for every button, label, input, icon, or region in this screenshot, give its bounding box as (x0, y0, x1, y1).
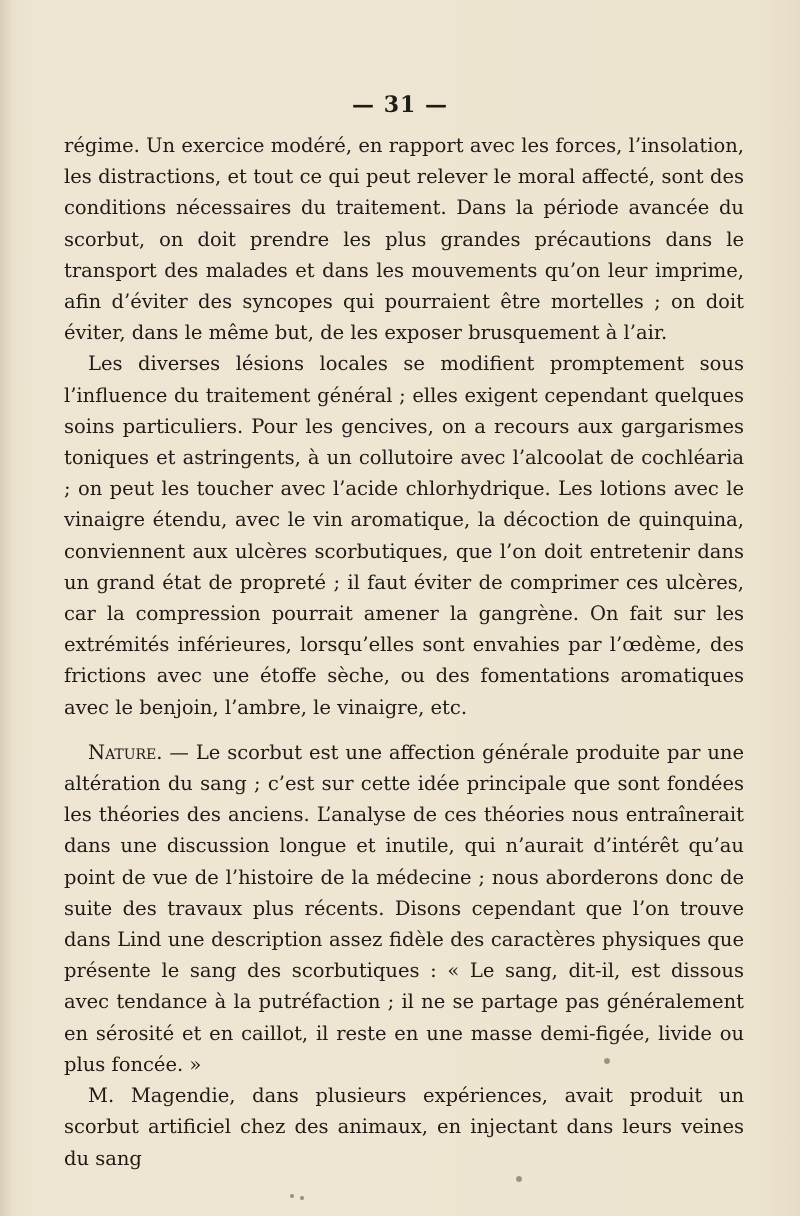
body-text (64, 130, 744, 1174)
paragraph-2: Les diverses lésions locales se modifient promptement sous l’influence du traitement général ; elles exigent cependant quelques soins particuliers. Pour les gencives, on a recours aux gargarismes toniques et astringents, à un collutoire avec l’alcoolat de cochléaria ; on peut les toucher avec l’acide chlorhydrique. Les lotions avec le vinaigre étendu, avec le vin aromatique, la décoction de quinquina, conviennent aux ulcères scorbutiques, que l’on doit entretenir dans un grand état de propreté ; il faut éviter de comprimer ces ulcères, car la compression pourrait amener la gangrène. On fait sur les extrémités inférieures, lorsqu’elles sont envahies par l’œdème, des frictions avec une étoffe sèche, ou des fomentations aromatiques avec le benjoin, l’ambre, le vinaigre, etc. (64, 352, 744, 719)
paragraph-nature-text: — Le scorbut est une affection générale produite par une altération du sang ; c’est sur cette idée principale que sont fondées les théories des anciens. L’analyse de ces théories nous entraînerait dans une discussion longue et inutile, qui n’aurait d’intérêt qu’au point de vue de l’histoire de la médecine ; nous aborderons donc de suite des travaux plus récents. Disons cependant que l’on trouve dans Lind une description assez fidèle des caractères physiques que présente le sang des scorbutiques : « Le sang, dit-il, est dissous avec tendance à la putréfaction ; il ne se partage pas généralement en sérosité et en caillot, il reste en une masse demi-figée, livide ou plus foncée. » (64, 740, 744, 1076)
paragraph-4: M. Magendie, dans plusieurs expériences, avait produit un scorbut artificiel chez des animaux, en injectant dans leurs veines du sang (64, 1084, 744, 1170)
ink-spot (300, 1196, 304, 1200)
paragraph-1: régime. Un exercice modéré, en rapport avec les forces, l’insolation, les distractions, et tout ce qui peut relever le moral affecté, sont des conditions nécessaires du traitement. Dans la période avancée du scorbut, on doit prendre les plus grandes précautions dans le transport des malades et dans les mouvements qu’on leur imprime, afin d’éviter des syncopes qui pourraient être mortelles ; on doit éviter, dans le même but, de les exposer brusquement à l’air. (64, 134, 744, 345)
page-number: — 31 — (352, 92, 448, 118)
ink-spot (290, 1194, 294, 1198)
section-heading: Nature. (88, 740, 163, 764)
ink-spot (516, 1176, 522, 1182)
ink-spot (604, 1058, 610, 1064)
paragraph-nature (64, 737, 744, 1080)
